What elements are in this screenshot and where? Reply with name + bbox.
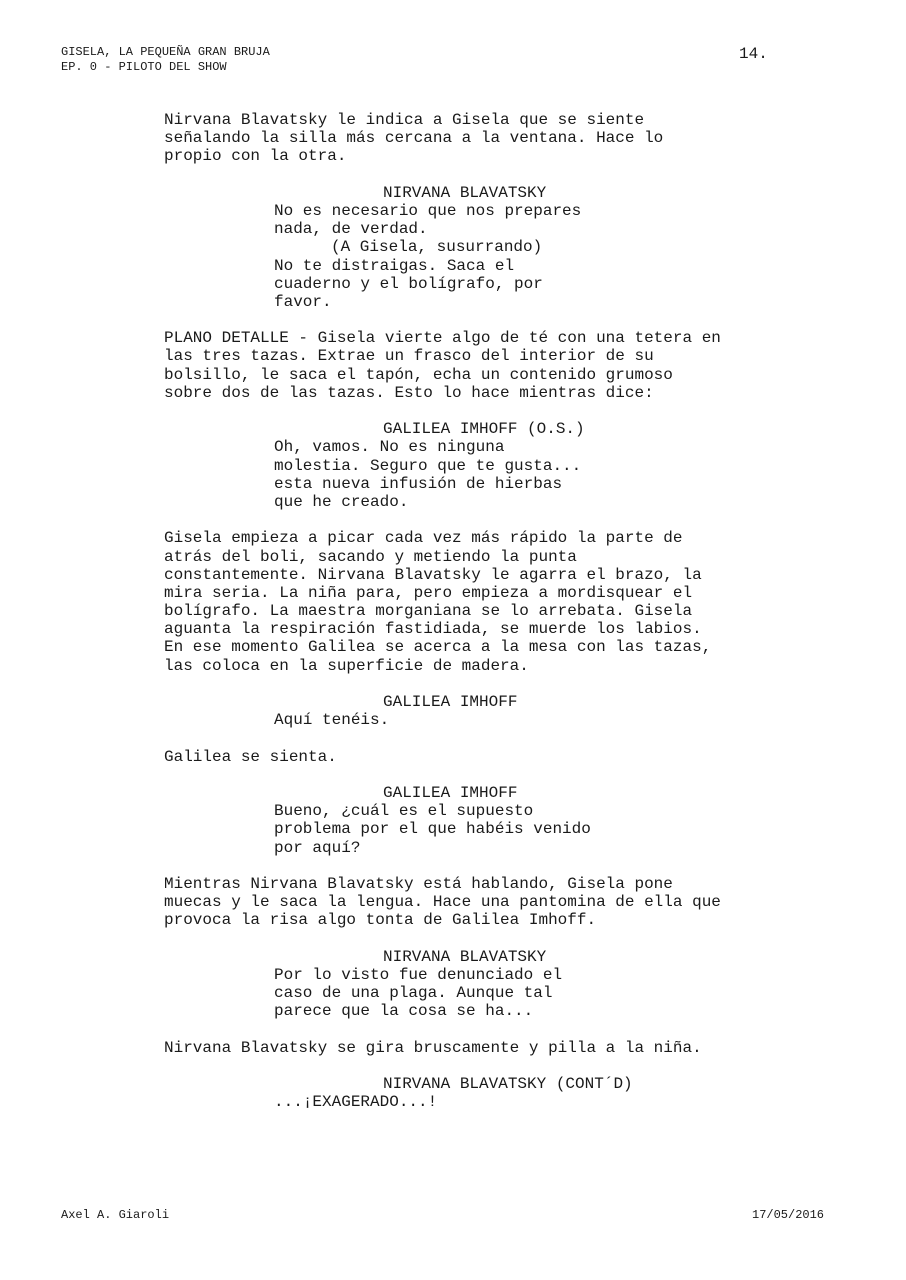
page-number: 14. [739, 45, 768, 63]
script-body [0, 111, 906, 1111]
dialogue-line: caso de una plaga. Aunque tal [274, 984, 553, 1002]
dialogue-line: nada, de verdad. [274, 220, 428, 239]
dialogue-block [0, 184, 906, 311]
action-block [0, 875, 906, 930]
character-name: NIRVANA BLAVATSKY [383, 183, 547, 202]
action-line: propio con la otra. [164, 147, 347, 166]
action-line: provoca la risa algo tonta de Galilea Imhoff. [164, 911, 597, 930]
action-line: muecas y le saca la lengua. Hace una pantomina de ella que [164, 893, 721, 912]
footer-date: 17/05/2016 [752, 1208, 825, 1222]
dialogue-block [0, 948, 906, 1021]
action-block [0, 1039, 906, 1057]
dialogue-line: que he creado. [274, 492, 409, 511]
character-name: NIRVANA BLAVATSKY (CONT´D) [383, 1074, 633, 1093]
dialogue-block [0, 693, 906, 729]
action-line: mira seria. La niña para, pero empieza a mordisquear el [164, 583, 693, 602]
action-line: constantemente. Nirvana Blavatsky le agarra el brazo, la [164, 565, 702, 584]
spacer [0, 929, 906, 947]
action-line: señalando la silla más cercana a la ventana. Hace lo [164, 129, 664, 148]
dialogue-line: No es necesario que nos prepares [274, 201, 582, 220]
dialogue-line: ...¡EXAGERADO...! [274, 1093, 438, 1112]
action-block [0, 111, 906, 166]
header-episode: EP. 0 - PILOTO DEL SHOW [61, 60, 227, 74]
dialogue-line: Aquí tenéis. [274, 711, 390, 730]
action-line: Nirvana Blavatsky le indica a Gisela que se siente [164, 111, 645, 129]
action-line: Mientras Nirvana Blavatsky está hablando, Gisela pone [164, 874, 673, 893]
character-name: GALILEA IMHOFF [383, 783, 518, 802]
action-line: bolígrafo. La maestra morganiana se lo arrebata. Gisela [164, 602, 693, 621]
spacer [0, 1057, 906, 1075]
page-header [61, 45, 270, 75]
character-name: NIRVANA BLAVATSKY [383, 947, 547, 966]
spacer [0, 511, 906, 529]
spacer [0, 311, 906, 329]
dialogue-line: Oh, vamos. No es ninguna [274, 438, 505, 457]
dialogue-line: Por lo visto fue denunciado el [274, 965, 563, 984]
footer-author: Axel A. Giaroli [61, 1208, 170, 1222]
action-block [0, 329, 906, 402]
spacer [0, 166, 906, 184]
action-line: aguanta la respiración fastidiada, se muerde los labios. [164, 620, 702, 639]
dialogue-block [0, 420, 906, 511]
dialogue-line: problema por el que habéis venido [274, 820, 591, 839]
dialogue-block [0, 1075, 906, 1111]
dialogue-block [0, 784, 906, 857]
character-name: GALILEA IMHOFF (O.S.) [383, 420, 585, 439]
action-line: las tres tazas. Extrae un frasco del interior de su [164, 347, 654, 366]
action-block [0, 529, 906, 675]
action-line: bolsillo, le saca el tapón, echa un contenido grumoso [164, 365, 673, 384]
action-line: atrás del boli, sacando y metiendo la punta [164, 547, 577, 566]
action-line: Galilea se sienta. [164, 747, 337, 766]
parenthetical: (A Gisela, susurrando) [331, 238, 543, 257]
spacer [0, 729, 906, 747]
dialogue-line: cuaderno y el bolígrafo, por [274, 274, 543, 293]
dialogue-line: por aquí? [274, 838, 361, 857]
dialogue-line: parece que la cosa se ha... [274, 1002, 534, 1021]
dialogue-line: esta nueva infusión de hierbas [274, 474, 563, 493]
dialogue-line: No te distraigas. Saca el [274, 256, 515, 275]
spacer [0, 675, 906, 693]
character-name: GALILEA IMHOFF [383, 693, 518, 711]
action-block [0, 748, 906, 766]
action-line: sobre dos de las tazas. Esto lo hace mientras dice: [164, 383, 654, 402]
spacer [0, 766, 906, 784]
dialogue-line: Bueno, ¿cuál es el supuesto [274, 802, 534, 821]
spacer [0, 1020, 906, 1038]
dialogue-line: favor. [274, 292, 332, 311]
action-line: PLANO DETALLE - Gisela vierte algo de té con una tetera en [164, 329, 721, 348]
spacer [0, 402, 906, 420]
header-title: GISELA, LA PEQUEÑA GRAN BRUJA [61, 45, 270, 59]
dialogue-line: molestia. Seguro que te gusta... [274, 456, 582, 475]
action-line: Nirvana Blavatsky se gira bruscamente y pilla a la niña. [164, 1038, 702, 1057]
spacer [0, 857, 906, 875]
action-line: En ese momento Galilea se acerca a la mesa con las tazas, [164, 638, 712, 657]
action-line: las coloca en la superficie de madera. [164, 656, 529, 675]
action-line: Gisela empieza a picar cada vez más rápido la parte de [164, 529, 683, 548]
